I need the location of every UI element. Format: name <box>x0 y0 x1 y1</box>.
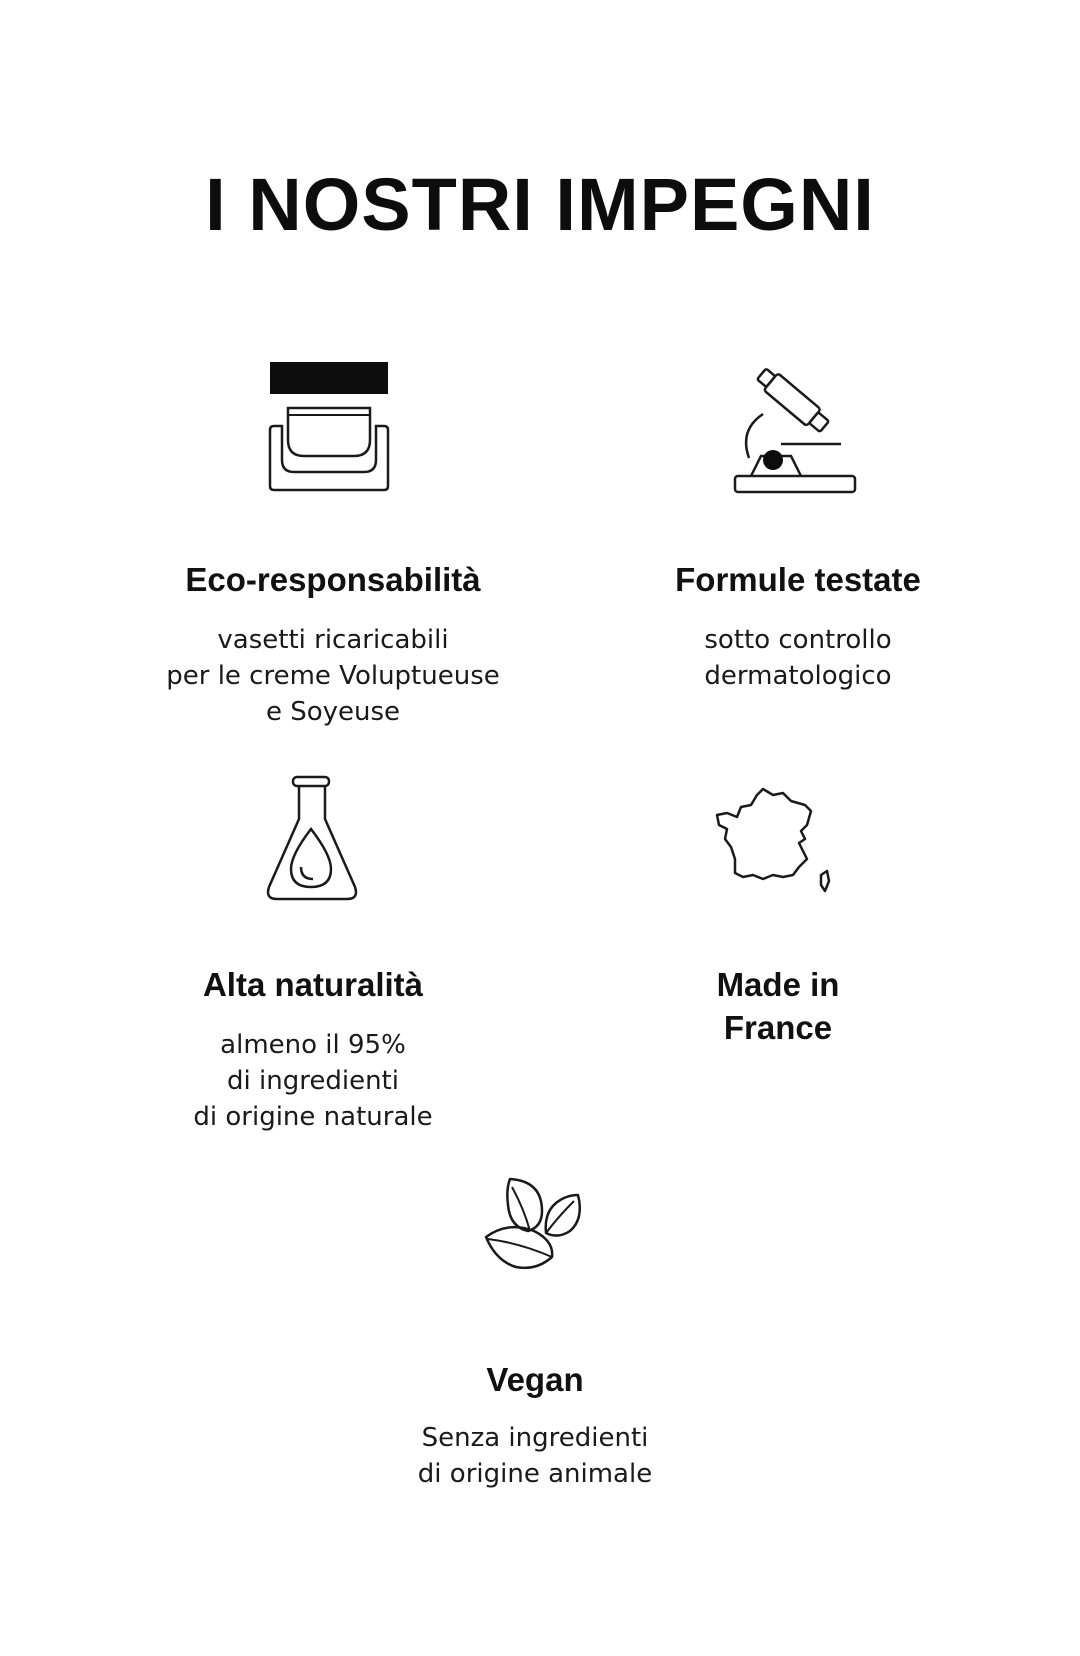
description-line: di ingredienti <box>227 1066 399 1096</box>
feature-tested-formulas <box>588 360 1008 690</box>
feature-heading: Formule testate <box>675 561 921 598</box>
description-line: Senza ingredienti <box>421 1423 649 1453</box>
description-line: di origine animale <box>417 1459 653 1489</box>
feature-heading: Vegan <box>486 1361 584 1398</box>
feature-heading: Eco-responsabilità <box>185 561 481 598</box>
leaves-icon <box>480 1175 590 1285</box>
page-title: I NOSTRI IMPEGNI <box>205 163 875 246</box>
heading-line: Made in <box>716 966 840 1003</box>
feature-description <box>103 1027 523 1135</box>
refill-jar-icon <box>268 360 398 495</box>
feature-vegan <box>325 1165 745 1495</box>
description-line: dermatologico <box>704 661 892 691</box>
heading-line: France <box>723 1009 833 1046</box>
feature-high-naturalness <box>103 775 523 1145</box>
feature-eco-responsibility <box>123 360 543 730</box>
microscope-icon <box>733 360 863 495</box>
feature-description <box>325 1420 745 1492</box>
feature-description <box>123 622 543 730</box>
description-line: sotto controllo <box>704 625 892 655</box>
description-line: e Soyeuse <box>265 697 401 727</box>
feature-made-in-france <box>568 775 988 1065</box>
description-line: vasetti ricaricabili <box>217 625 449 655</box>
feature-heading <box>568 963 988 1049</box>
feature-description <box>588 622 1008 694</box>
france-map-icon <box>713 785 843 905</box>
flask-drop-icon <box>263 775 363 905</box>
feature-heading: Alta naturalità <box>202 966 424 1003</box>
description-line: almeno il 95% <box>220 1030 406 1060</box>
description-line: di origine naturale <box>193 1102 433 1132</box>
description-line: per le creme Voluptueuse <box>166 661 500 691</box>
